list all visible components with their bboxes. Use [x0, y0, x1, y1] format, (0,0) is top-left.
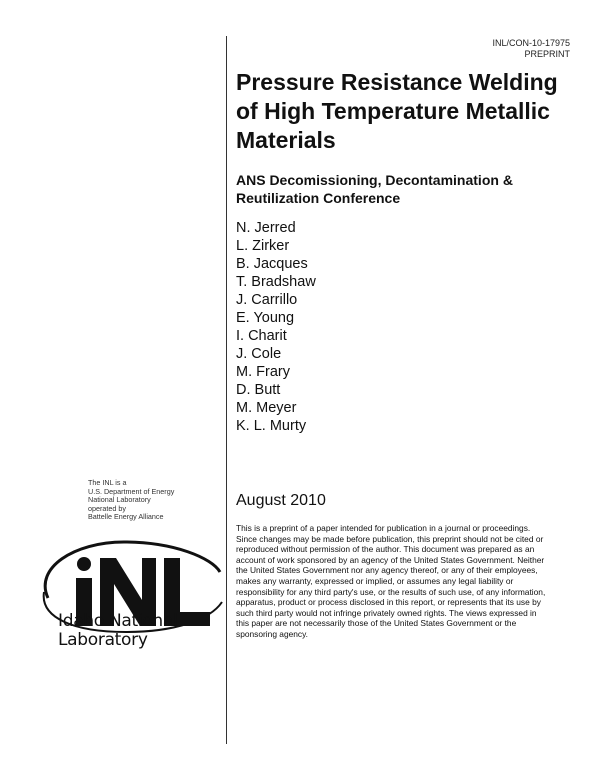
inl-note-line: operated by: [88, 503, 126, 513]
publication-date: August 2010: [236, 492, 326, 509]
author: K. L. Murty: [236, 418, 307, 434]
inl-note-line: The INL is a: [88, 478, 127, 487]
inl-note-line: U.S. Department of Energy: [88, 486, 175, 496]
report-number: INL/CON-10-17975: [492, 38, 570, 48]
title-column: [236, 68, 566, 451]
author: L. Zirker: [236, 238, 290, 254]
logo-text-line: Laboratory: [58, 630, 148, 650]
inl-note-line: National Laboratory: [88, 495, 151, 505]
conference-name: ANS Decomissioning, Decontamination & Reutilization Conference: [236, 172, 513, 206]
logo-text-line: Idaho National: [58, 611, 178, 631]
report-type: PREPRINT: [524, 49, 570, 59]
author: T. Bradshaw: [236, 274, 316, 290]
author: D. Butt: [236, 382, 281, 398]
inl-logo-icon: [34, 528, 224, 684]
inl-operator-note: [88, 479, 174, 522]
author: M. Frary: [236, 364, 290, 380]
author: M. Meyer: [236, 400, 297, 416]
disclaimer-text: This is a preprint of a paper intended for publication in a journal or proceedings. Since changes may be made before publication, this preprint should not be cited or reproduced without permission of the author. This document was prepared as an account of work sponsored by an agency of the United States Government. Neither the United States Government nor any agency thereof, or any of their employees, makes any warranty, expressed or implied, or assumes any legal liability or responsibility for any third party's use, or the results of such use, of any information, apparatus, product or process disclosed in this report, or represents that its use by such third party would not infringe privately owned rights. The views expressed in this paper are not necessarily those of the United States Government or the sponsoring agency.: [236, 523, 546, 639]
author-list: [236, 219, 566, 435]
author: I. Charit: [236, 328, 287, 344]
author: N. Jerred: [236, 220, 296, 236]
vertical-divider: [226, 36, 227, 744]
inl-note-line: Battelle Energy Alliance: [88, 512, 164, 522]
author: E. Young: [236, 310, 295, 326]
author: J. Carrillo: [236, 292, 298, 308]
author: J. Cole: [236, 346, 282, 362]
document-title: Pressure Resistance Welding of High Temperature Metallic Materials: [236, 69, 558, 153]
report-id-block: [492, 38, 570, 60]
author: B. Jacques: [236, 256, 308, 272]
